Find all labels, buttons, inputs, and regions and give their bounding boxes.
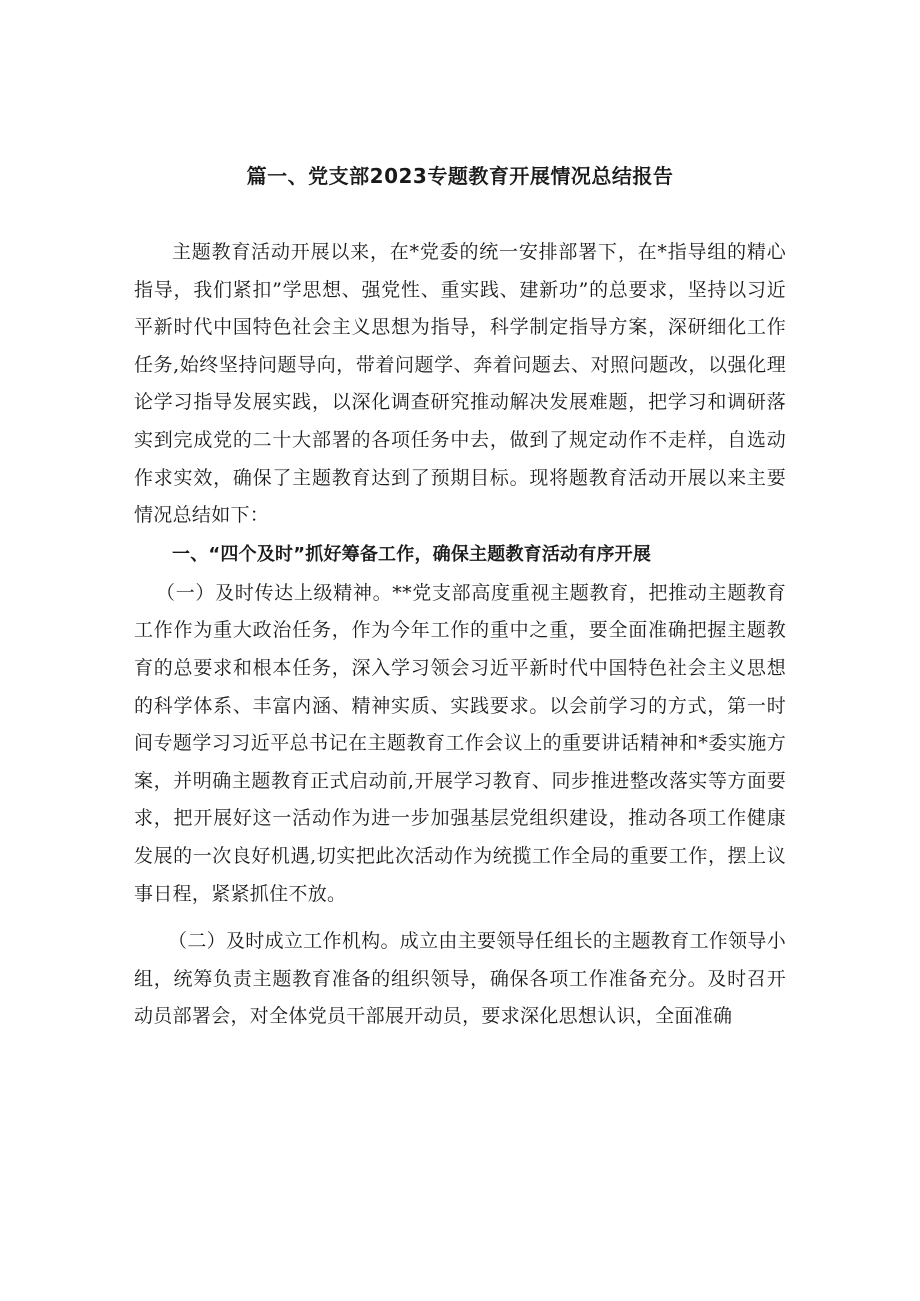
subsection-paragraph-2: （二）及时成立工作机构。成立由主要领导任组长的主题教育工作领导小组，统筹负责主题教育准备的组织领导，确保各项工作准备充分。及时召开动员部署会，对全体党员干部展开动员，要求深化思想认识，全面准确 bbox=[134, 930, 786, 1028]
document-body bbox=[134, 234, 786, 1036]
paragraph-gap bbox=[134, 913, 786, 923]
intro-paragraph: 主题教育活动开展以来，在*党委的统一安排部署下，在*指导组的精心指导，我们紧扣”学思想、强党性、重实践、建新功”的总要求，坚持以习近平新时代中国特色社会主义思想为指导，科学制定指导方案，深研细化工作任务,始终坚持问题导向，带着问题学、奔着问题去、对照问题改，以强化理论学习指导发展实践，以深化调查研究推动解决发展难题，把学习和调研落实到完成党的二十大部署的各项任务中去，做到了规定动作不走样，自选动作求实效，确保了主题教育达到了预期目标。现将题教育活动开展以来主要情况总结如下： bbox=[134, 241, 786, 527]
subsection-paragraph-1: （一）及时传达上级精神。**党支部高度重视主题教育，把推动主题教育工作作为重大政治任务，作为今年工作的重中之重，要全面准确把握主题教育的总要求和根本任务，深入学习领会习近平新时代中国特色社会主义思想的科学体系、丰富内涵、精神实质、实践要求。以会前学习的方式，第一时间专题学习习近平总书记在主题教育工作会议上的重要讲话精神和*委实施方案，并明确主题教育正式启动前,开展学习教育、同步推进整改落实等方面要求，把开展好这一活动作为进一步加强基层党组织建设，推动各项工作健康发展的一次良好机遇,切实把此次活动作为统揽工作全局的重要工作，摆上议事日程，紧紧抓住不放。 bbox=[134, 581, 786, 905]
document-title: 篇一、党支部2023专题教育开展情况总结报告 bbox=[246, 164, 674, 188]
section-heading-1: 一、“四个及时”抓好筹备工作，确保主题教育活动有序开展 bbox=[172, 543, 652, 565]
